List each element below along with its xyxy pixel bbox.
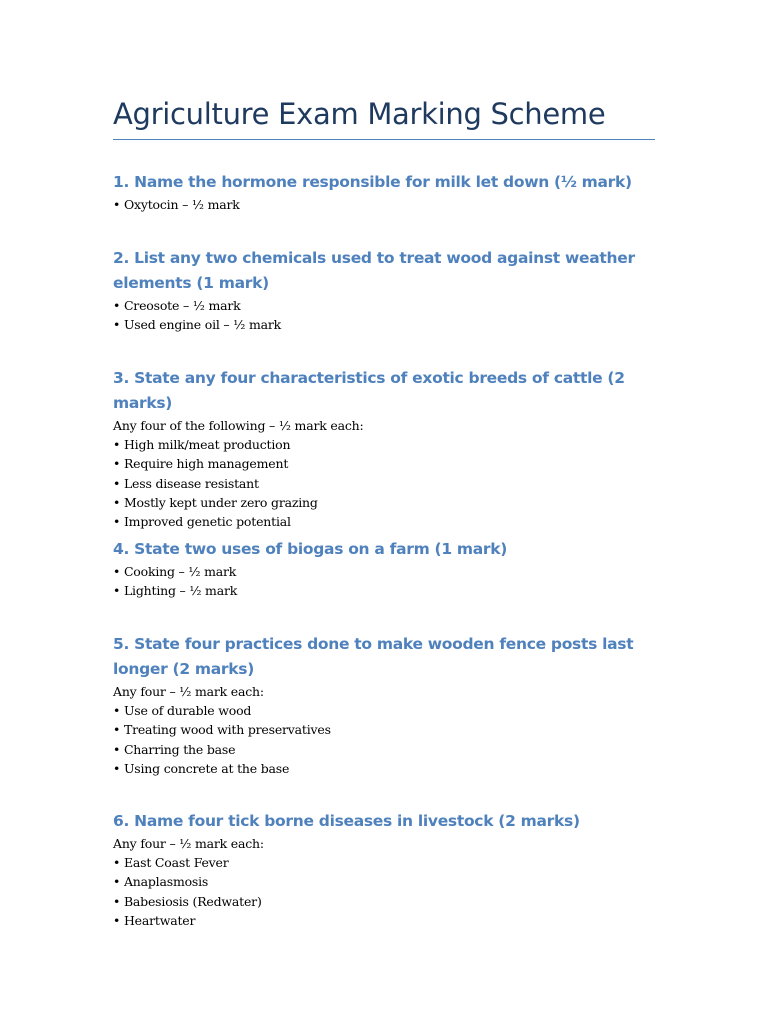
title-divider (113, 139, 655, 140)
question-3-answer-4: • Mostly kept under zero grazing (113, 494, 318, 510)
question-6-answer-3: • Babesiosis (Redwater) (113, 893, 262, 909)
question-5-instruction: Any four – ½ mark each: (113, 684, 264, 699)
question-4-answer-2: • Lighting – ½ mark (113, 583, 238, 599)
question-3-heading: 3. State any four characteristics of exotic breeds of cattle (2 marks) (113, 369, 625, 412)
question-4-heading: 4. State two uses of biogas on a farm (1 mark) (113, 540, 508, 558)
question-6 (113, 809, 655, 930)
question-5-answer-3: • Charring the base (113, 741, 236, 757)
question-5 (113, 632, 655, 778)
question-3-answer-5: • Improved genetic potential (113, 514, 291, 530)
question-5-heading: 5. State four practices done to make wooden fence posts last longer (2 marks) (113, 635, 634, 678)
question-4-answer-1: • Cooking – ½ mark (113, 564, 237, 579)
question-2-answer-1: • Creosote – ½ mark (113, 298, 241, 313)
question-5-answer-4: • Using concrete at the base (113, 760, 290, 776)
question-5-answer-2: • Treating wood with preservatives (113, 722, 331, 738)
question-4 (113, 537, 655, 600)
question-6-answer-2: • Anaplasmosis (113, 874, 209, 890)
question-2 (113, 246, 655, 334)
question-6-answer-4: • Heartwater (113, 912, 196, 928)
question-2-answer-2: • Used engine oil – ½ mark (113, 317, 281, 333)
question-1-answer-1: • Oxytocin – ½ mark (113, 197, 240, 212)
document-title: Agriculture Exam Marking Scheme (113, 97, 606, 131)
question-3-answer-1: • High milk/meat production (113, 437, 291, 453)
question-6-heading: 6. Name four tick borne diseases in livestock (2 marks) (113, 812, 580, 830)
question-6-instruction: Any four – ½ mark each: (113, 836, 264, 851)
question-5-answer-1: • Use of durable wood (113, 703, 252, 719)
question-3 (113, 366, 655, 531)
question-3-instruction: Any four of the following – ½ mark each: (113, 418, 364, 433)
question-1-heading: 1. Name the hormone responsible for milk let down (½ mark) (113, 173, 632, 191)
question-6-answer-1: • East Coast Fever (113, 855, 229, 871)
question-3-answer-3: • Less disease resistant (113, 475, 259, 491)
question-1 (113, 170, 655, 214)
question-3-answer-2: • Require high management (113, 456, 289, 472)
question-2-heading: 2. List any two chemicals used to treat wood against weather elements (1 mark) (113, 249, 635, 292)
